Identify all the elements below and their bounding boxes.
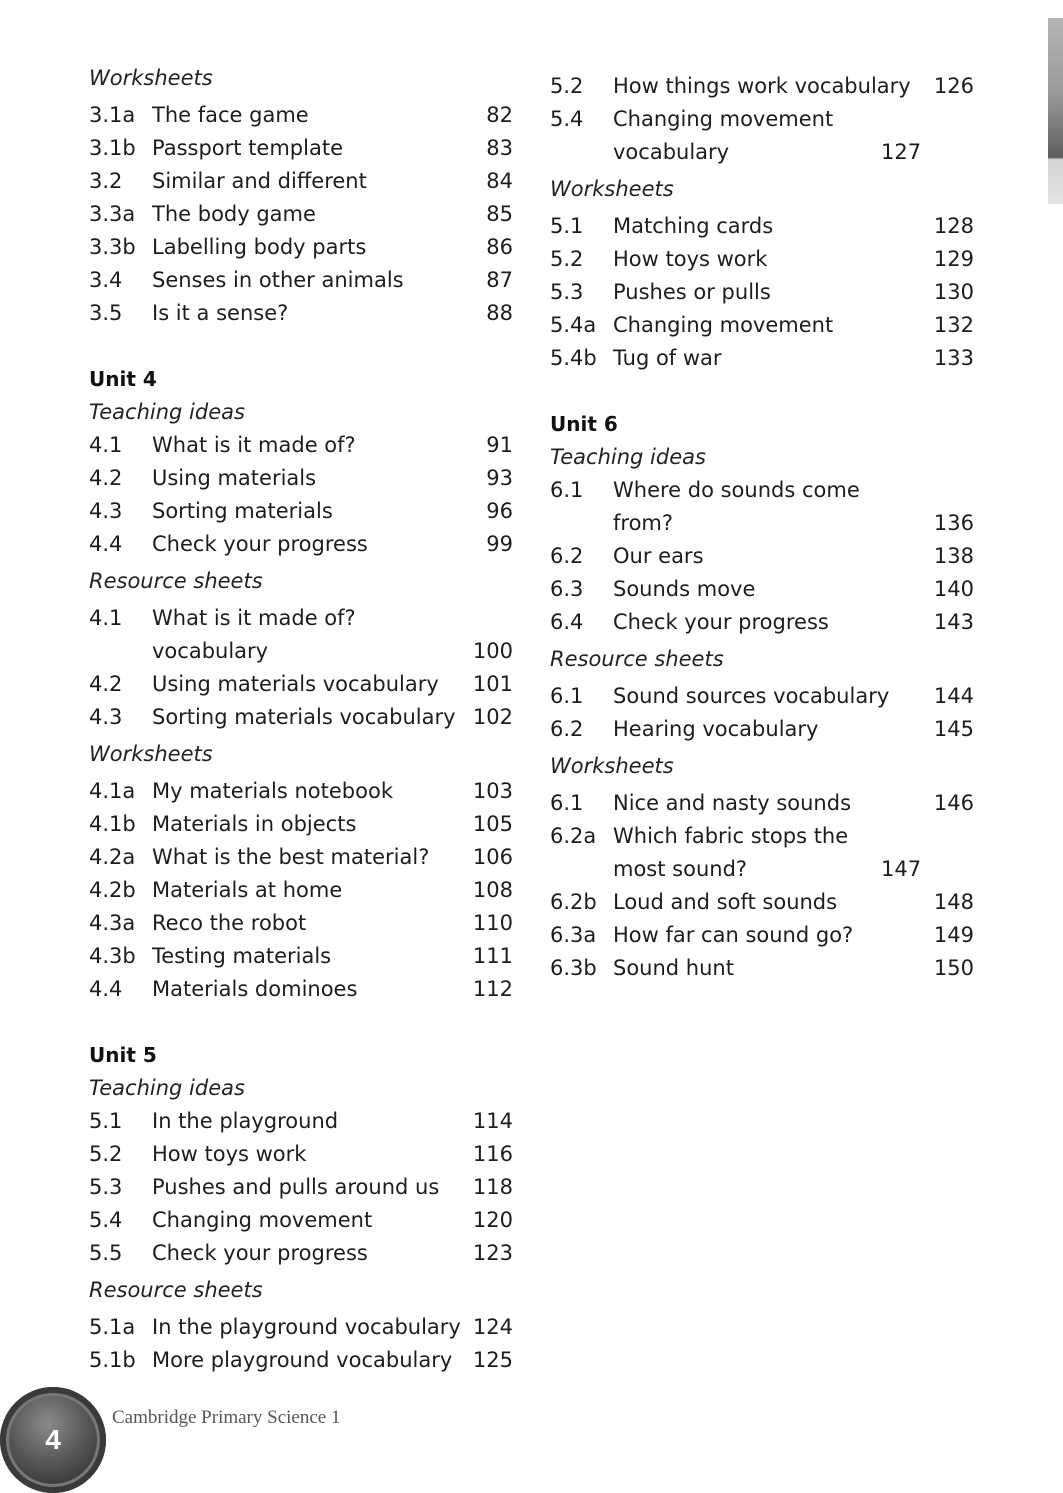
toc-entry [89,264,513,297]
toc-list [89,429,513,561]
toc-entry-number: 3.4 [89,268,123,292]
toc-entry-page: 82 [486,103,513,127]
toc-entry-number: 6.3a [550,923,597,947]
toc-entry-number: 3.5 [89,301,123,325]
toc-entry-title: Matching cards [613,214,774,238]
toc-entry-page: 96 [486,499,513,523]
toc-list [550,70,974,169]
toc-entry-title: In the playground [152,1109,339,1133]
toc-entry [89,297,513,330]
toc-entry [89,198,513,231]
toc-entry-number: 6.2a [550,824,597,848]
toc-entry [550,210,974,243]
toc-entry-page: 103 [472,779,513,803]
toc-entry [550,474,974,540]
toc-entry-number: 5.4 [89,1208,123,1232]
toc-entry-number: 4.1a [89,779,136,803]
toc-entry-page: 148 [933,890,974,914]
toc-entry-page: 112 [472,977,513,1001]
toc-entry-page: 125 [472,1348,513,1372]
toc-entry [550,606,974,639]
toc-entry-number: 4.2b [89,878,136,902]
toc-entry-number: 4.3a [89,911,136,935]
toc-entry-page: 120 [472,1208,513,1232]
toc-entry-number: 6.3 [550,577,584,601]
toc-entry-page: 83 [486,136,513,160]
toc-entry-title: Sorting materials [152,499,333,523]
toc-entry-title: My materials notebook [152,779,393,803]
toc-entry-page: 85 [486,202,513,226]
toc-entry-title: Materials dominoes [152,977,358,1001]
toc-entry-number: 5.1 [550,214,584,238]
toc-entry-page: 150 [933,956,974,980]
toc-entry-number: 3.3b [89,235,136,259]
toc-entry-title: Sounds move [613,577,756,601]
toc-list [550,787,974,985]
toc-entry-title: Loud and soft sounds [613,890,838,914]
toc-entry-title: Materials at home [152,878,343,902]
toc-entry-title: Check your progress [152,532,368,556]
toc-entry-title: How far can sound go? [613,923,854,947]
toc-entry-page: 124 [472,1315,513,1339]
toc-entry [550,103,974,169]
section-heading-worksheets: Worksheets [89,742,213,766]
unit-heading: Unit 4 [89,367,157,391]
toc-entry-page: 143 [933,610,974,634]
toc-entry-page: 105 [472,812,513,836]
toc-list [89,602,513,734]
toc-entry-number: 4.4 [89,532,123,556]
toc-entry [550,243,974,276]
toc-entry-page: 99 [486,532,513,556]
toc-entry [550,952,974,985]
toc-entry-number: 4.1 [89,433,123,457]
toc-entry-title: Changing movement [152,1208,373,1232]
toc-entry-page: 101 [472,672,513,696]
toc-entry-number: 5.2 [89,1142,123,1166]
toc-entry [550,309,974,342]
toc-entry [89,775,513,808]
toc-entry [89,1344,513,1377]
toc-list [89,1311,513,1377]
toc-entry-page: 129 [933,247,974,271]
toc-entry [89,462,513,495]
toc-entry-number: 6.2b [550,890,597,914]
toc-entry-page: 147 [881,857,922,881]
toc-entry-title: Similar and different [152,169,367,193]
toc-entry-number: 5.2 [550,74,584,98]
toc-entry-title: Sound sources vocabulary [613,684,890,708]
toc-entry-title: Changing movement vocabulary [613,107,834,164]
toc-left-column [89,62,513,1377]
toc-entry-number: 5.4 [550,107,584,131]
toc-entry-title: Hearing vocabulary [613,717,819,741]
toc-entry-number: 3.3a [89,202,136,226]
toc-entry-title: Passport template [152,136,343,160]
toc-entry-page: 123 [472,1241,513,1265]
toc-entry-page: 132 [933,313,974,337]
toc-entry-title: How toys work [152,1142,307,1166]
section-heading-resource-sheets: Resource sheets [550,647,724,671]
toc-entry-number: 5.1 [89,1109,123,1133]
section-heading-teaching-ideas: Teaching ideas [89,1076,245,1100]
toc-entry-page: 87 [486,268,513,292]
toc-entry-number: 5.1a [89,1315,136,1339]
toc-entry-page: 146 [933,791,974,815]
toc-entry-title: How toys work [613,247,768,271]
toc-entry [550,573,974,606]
toc-entry-title: Is it a sense? [152,301,289,325]
toc-entry-number: 5.4b [550,346,597,370]
toc-right-column [550,70,974,985]
toc-entry-title: Which fabric stops the most sound? [613,824,849,881]
toc-entry [89,1311,513,1344]
toc-entry-page: 144 [933,684,974,708]
toc-entry [89,668,513,701]
toc-entry-number: 5.3 [550,280,584,304]
toc-entry-title: Pushes and pulls around us [152,1175,440,1199]
toc-entry [89,1204,513,1237]
toc-entry-page: 118 [472,1175,513,1199]
toc-entry-title: Pushes or pulls [613,280,771,304]
toc-entry [89,874,513,907]
toc-entry-title: What is the best material? [152,845,430,869]
toc-entry-number: 4.2a [89,845,136,869]
toc-entry-number: 4.1b [89,812,136,836]
toc-entry-number: 6.2 [550,717,584,741]
toc-entry [550,713,974,746]
toc-entry-title: How things work vocabulary [613,74,911,98]
toc-entry [89,907,513,940]
toc-entry-page: 116 [472,1142,513,1166]
toc-entry-title: Testing materials [152,944,332,968]
page-edge-tab [1048,18,1063,204]
toc-list [550,680,974,746]
toc-entry-title: The body game [152,202,316,226]
toc-entry [89,132,513,165]
toc-entry-title: Materials in objects [152,812,357,836]
toc-entry-page: 84 [486,169,513,193]
toc-entry-title: Where do sounds come from? [613,478,860,535]
toc-entry-page: 133 [933,346,974,370]
toc-entry [550,886,974,919]
toc-entry-title: In the playground vocabulary [152,1315,461,1339]
section-heading-worksheets: Worksheets [89,66,213,90]
section-heading-resource-sheets: Resource sheets [89,569,263,593]
toc-entry-number: 6.3b [550,956,597,980]
toc-entry [89,495,513,528]
toc-entry-title: Senses in other animals [152,268,404,292]
toc-entry [89,231,513,264]
toc-list [89,99,513,330]
book-title: Cambridge Primary Science 1 [112,1407,341,1428]
toc-entry-number: 4.3 [89,705,123,729]
toc-entry [89,1105,513,1138]
toc-entry [89,165,513,198]
toc-list [89,775,513,1006]
toc-entry [89,602,513,668]
toc-entry-title: Sound hunt [613,956,734,980]
toc-entry [89,99,513,132]
toc-entry-number: 6.1 [550,478,584,502]
toc-entry-number: 3.1a [89,103,136,127]
toc-entry-title: What is it made of? [152,433,356,457]
section-heading-teaching-ideas: Teaching ideas [550,445,706,469]
toc-entry [89,1237,513,1270]
toc-entry-page: 130 [933,280,974,304]
toc-entry-page: 108 [472,878,513,902]
toc-entry-page: 127 [881,140,922,164]
toc-entry-page: 128 [933,214,974,238]
section-heading-worksheets: Worksheets [550,177,674,201]
toc-entry-page: 114 [472,1109,513,1133]
toc-entry-title: The face game [152,103,309,127]
toc-entry-title: Changing movement [613,313,834,337]
toc-entry-title: Check your progress [613,610,829,634]
toc-entry-title: Using materials vocabulary [152,672,439,696]
toc-entry [550,276,974,309]
toc-entry-page: 145 [933,717,974,741]
toc-entry-number: 4.3 [89,499,123,523]
toc-entry [89,973,513,1006]
toc-entry [550,787,974,820]
toc-entry-number: 4.4 [89,977,123,1001]
toc-entry [550,70,974,103]
toc-entry-title: Sorting materials vocabulary [152,705,456,729]
toc-entry [89,528,513,561]
toc-entry-title: Reco the robot [152,911,307,935]
section-heading-teaching-ideas: Teaching ideas [89,400,245,424]
toc-entry-title: Our ears [613,544,704,568]
toc-entry-number: 5.5 [89,1241,123,1265]
toc-entry-title: Tug of war [613,346,722,370]
toc-entry-title: Using materials [152,466,317,490]
toc-entry [89,940,513,973]
toc-entry-page: 93 [486,466,513,490]
toc-entry-number: 5.1b [89,1348,136,1372]
toc-entry-page: 149 [933,923,974,947]
toc-entry-number: 4.1 [89,606,123,630]
toc-entry-page: 86 [486,235,513,259]
toc-entry-title: Nice and nasty sounds [613,791,852,815]
unit-heading: Unit 5 [89,1043,157,1067]
toc-entry-page: 100 [472,639,513,663]
toc-entry-page: 138 [933,544,974,568]
toc-list [550,210,974,375]
toc-entry [550,820,974,886]
toc-entry-number: 4.3b [89,944,136,968]
toc-entry [89,808,513,841]
toc-entry-page: 102 [472,705,513,729]
toc-entry-number: 4.2 [89,672,123,696]
toc-entry-number: 5.3 [89,1175,123,1199]
section-heading-resource-sheets: Resource sheets [89,1278,263,1302]
toc-entry-page: 136 [933,511,974,535]
toc-entry-number: 6.1 [550,791,584,815]
toc-entry [89,429,513,462]
page-number: 4 [45,1424,61,1455]
toc-entry [89,1138,513,1171]
toc-entry [550,919,974,952]
toc-entry [550,680,974,713]
toc-entry-page: 91 [486,433,513,457]
toc-entry-number: 6.4 [550,610,584,634]
unit-heading: Unit 6 [550,412,618,436]
toc-entry-number: 4.2 [89,466,123,490]
toc-list [550,474,974,639]
toc-entry-page: 140 [933,577,974,601]
toc-entry-page: 110 [472,911,513,935]
toc-entry-number: 6.2 [550,544,584,568]
toc-entry-page: 106 [472,845,513,869]
toc-entry-title: Check your progress [152,1241,368,1265]
toc-entry-number: 6.1 [550,684,584,708]
toc-entry-title: More playground vocabulary [152,1348,453,1372]
toc-list [89,1105,513,1270]
toc-entry-number: 3.1b [89,136,136,160]
section-heading-worksheets: Worksheets [550,754,674,778]
toc-entry-number: 5.2 [550,247,584,271]
toc-entry-page: 88 [486,301,513,325]
toc-entry-page: 126 [933,74,974,98]
toc-entry [89,701,513,734]
toc-entry [89,1171,513,1204]
toc-entry-number: 3.2 [89,169,123,193]
toc-entry-page: 111 [472,944,513,968]
toc-entry-title: Labelling body parts [152,235,367,259]
toc-entry [550,342,974,375]
toc-entry-title: What is it made of? vocabulary [152,606,356,663]
toc-entry [550,540,974,573]
toc-entry [89,841,513,874]
toc-entry-number: 5.4a [550,313,597,337]
